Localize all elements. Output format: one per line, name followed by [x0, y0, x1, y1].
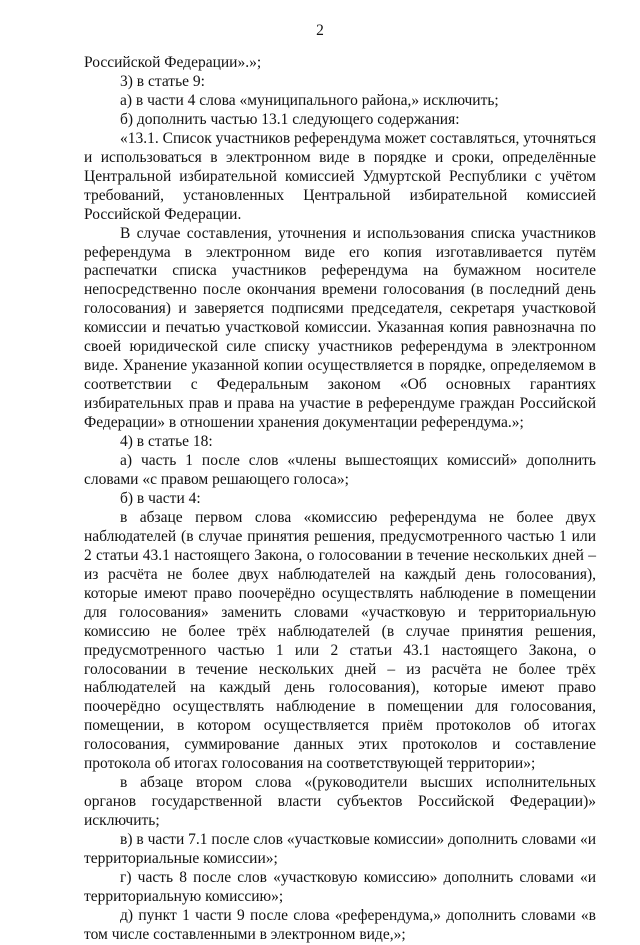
paragraph: 3) в статье 9:: [120, 72, 205, 90]
paragraph: в абзаце втором слова «(руководители высших исполнительных органов государственной власти субъектов Российской Федерации)» исключить;: [84, 774, 596, 830]
paragraph: Российской Федерации».»;: [84, 54, 262, 71]
paragraph: б) в части 4:: [120, 489, 201, 507]
paragraph: д) пункт 1 части 9 после слова «референдума,» дополнить словами «в том числе составленными в электронном виде,»;: [84, 906, 596, 943]
paragraph: а) в части 4 слова «муниципального района,» исключить;: [120, 91, 499, 109]
paragraph: г) часть 8 после слов «участковую комиссию» дополнить словами «и территориальную комиссию»;: [84, 868, 596, 905]
paragraph: «13.1. Список участников референдума может составляться, уточняться и использоваться в электронном виде в порядке и сроки, определённые Центральной избирательной комиссией Удмуртской Республики с учётом требований, установленных Центральной избирательной комиссией Российской Федерации.: [84, 129, 596, 223]
paragraph: 4) в статье 18:: [120, 433, 213, 451]
paragraph: а) часть 1 после слов «члены вышестоящих комиссий» дополнить словами «с правом решающего голоса»;: [84, 452, 596, 488]
paragraph: б) дополнить частью 13.1 следующего содержания:: [120, 110, 460, 128]
paragraph: В случае составления, уточнения и использования списка участников референдума в электронном виде его копия изготавливается путём распечатки списка участников референдума на бумажном носителе непосредственно после окончания времени голосования (в последний день голосования) и заверяется подписями председателя, секретаря участковой комиссии и печатью участковой комиссии. Указанная копия равнозначна по своей юридической силе списку участников референдума в электронном виде. Хранение указанной копии осуществляется в порядке, определяемом в соответствии с Федеральным законом «Об основных гарантиях избирательных прав и права на участие в референдуме граждан Российской Федерации» в отношении хранения документации референдума.»;: [84, 224, 596, 432]
paragraph: в абзаце первом слова «комиссию референдума не более двух наблюдателей (в случае принятия решения, предусмотренного частью 1 или 2 статьи 43.1 настоящего Закона, о голосовании в течение нескольких дней – из расчёта не более двух наблюдателей на каждый день голосования), которые имеют право поочерёдно осуществлять наблюдение в помещении для голосования» заменить словами «участковую и территориальную комиссию не более трёх наблюдателей (в случае принятия решения, предусмотренного частью 1 или 2 статьи 43.1 настоящего Закона, о голосовании в течение нескольких дней – из расчёта не более трёх наблюдателей на каждый день голосования), которые имеют право поочерёдно осуществлять наблюдение в помещении для голосования, помещении, в котором осуществляется приём протоколов об итогах голосования, суммирование данных этих протоколов и составление протокола об итогах голосования на соответствующей территории»;: [84, 508, 596, 773]
paragraph: в) в части 7.1 после слов «участковые комиссии» дополнить словами «и территориальные комиссии»;: [84, 831, 596, 868]
document-body: [84, 54, 596, 945]
page-number: 2: [316, 22, 324, 39]
